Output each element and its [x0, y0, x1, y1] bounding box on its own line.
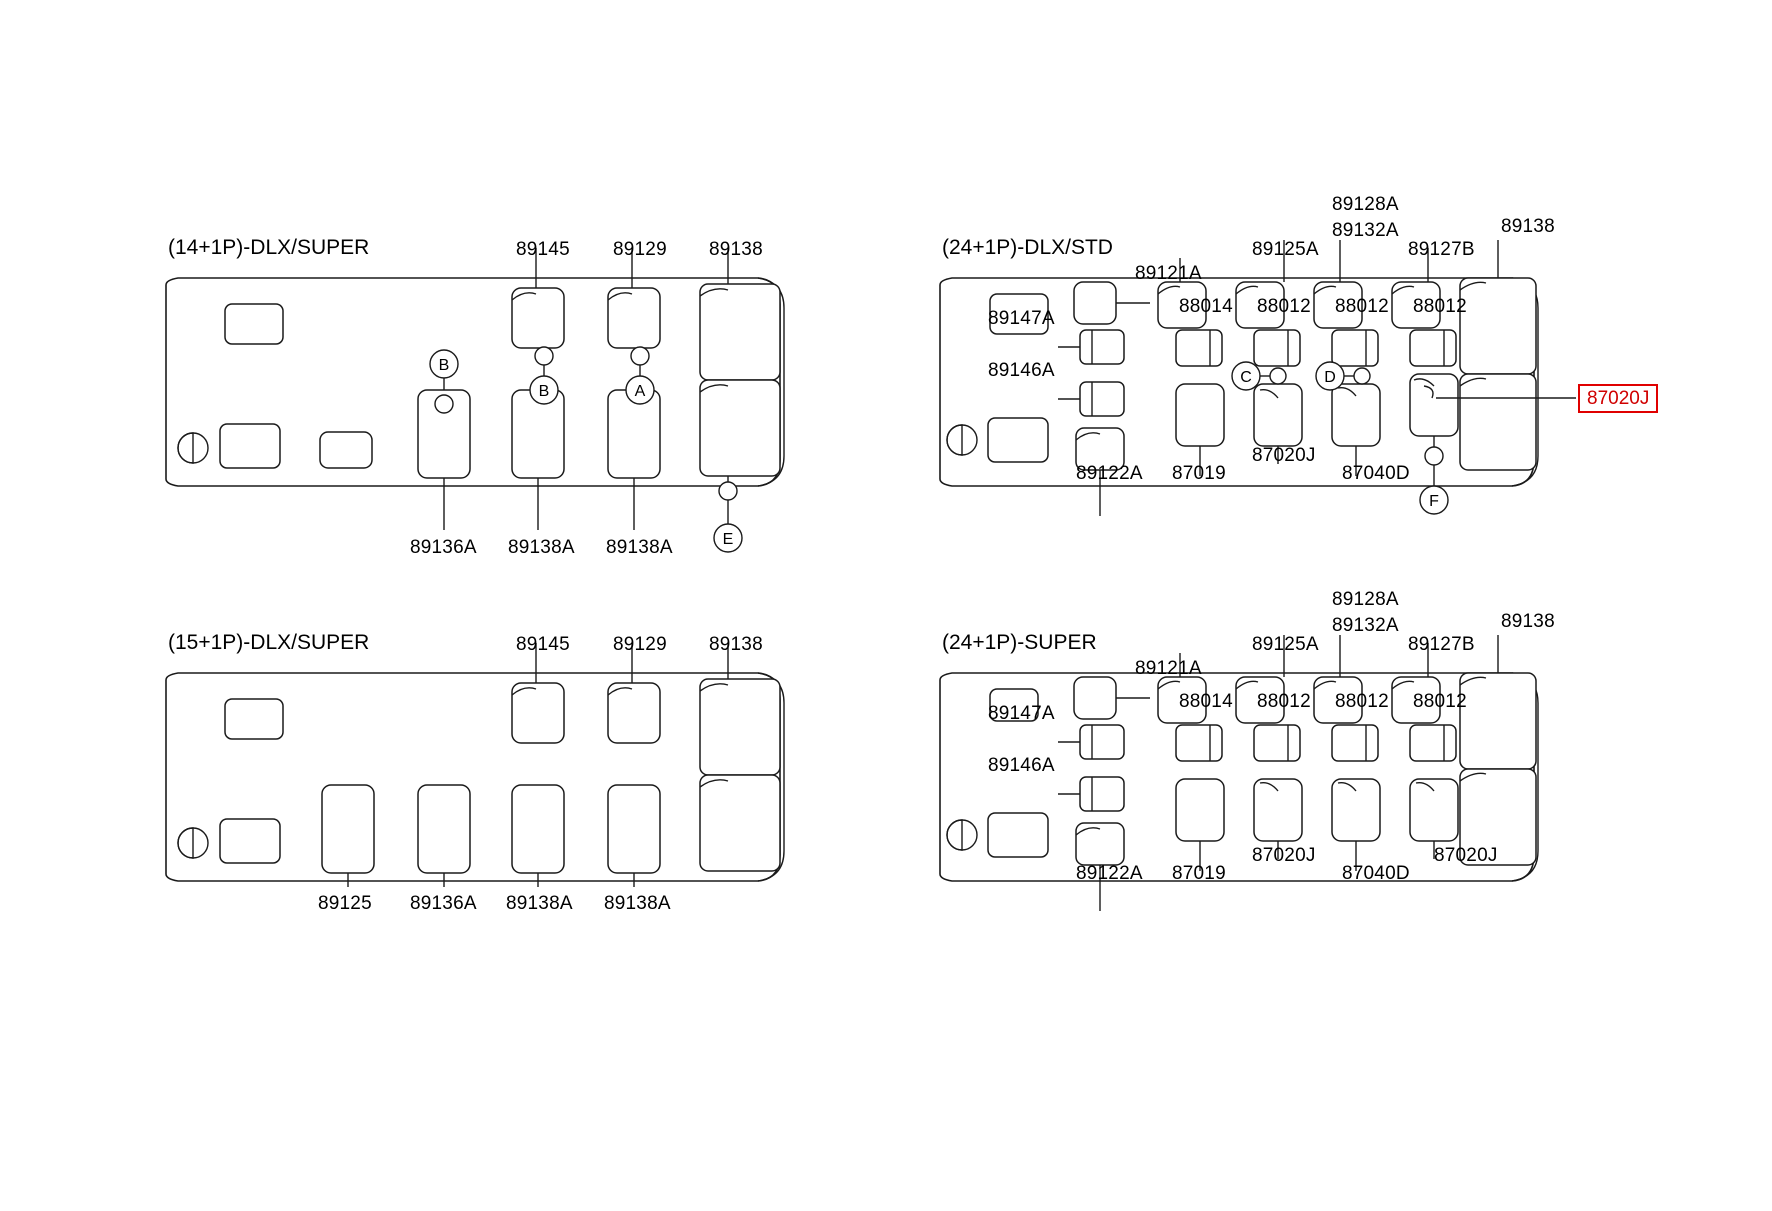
- diagram-24-1p-dlx-std-drawing: [880, 0, 1772, 580]
- label-89127B-2: 89127B: [1408, 634, 1475, 655]
- label-89132A-2: 89132A: [1332, 615, 1399, 636]
- label-89127B: 89127B: [1408, 239, 1475, 260]
- label-87020J-3: 87020J: [1434, 845, 1498, 866]
- label-89138A-3: 89138A: [506, 893, 573, 914]
- label-87040D-2: 87040D: [1342, 863, 1410, 884]
- diagram-14-1p: [0, 0, 860, 580]
- svg-text:A: A: [634, 383, 646, 400]
- highlight-87020J: 87020J: [1578, 384, 1658, 413]
- label-89122A: 89122A: [1076, 463, 1143, 484]
- svg-text:E: E: [722, 531, 734, 548]
- diagram-24-1p-dlx-std-title: (24+1P)-DLX/STD: [942, 236, 1113, 259]
- label-88012-6: 88012: [1413, 691, 1467, 712]
- diagram-15-1p: [0, 580, 860, 1030]
- label-87020J: 87020J: [1252, 445, 1316, 466]
- label-87040D: 87040D: [1342, 463, 1410, 484]
- label-89145-2: 89145: [516, 634, 570, 655]
- label-89121A-2: 89121A: [1135, 658, 1202, 679]
- label-89136A-2: 89136A: [410, 893, 477, 914]
- label-89138: 89138: [1501, 216, 1555, 237]
- label-89146A-2: 89146A: [988, 755, 1055, 776]
- diagram-15-1p-title: (15+1P)-DLX/SUPER: [168, 631, 370, 654]
- svg-text:F: F: [1429, 493, 1439, 510]
- label-89138A-4: 89138A: [604, 893, 671, 914]
- diagram-24-1p-super: [880, 580, 1772, 1030]
- label-89138A-2: 89138A: [606, 537, 673, 558]
- svg-text:B: B: [538, 383, 550, 400]
- label-89136A: 89136A: [410, 537, 477, 558]
- label-89138-2: 89138: [709, 634, 763, 655]
- label-89125A-2: 89125A: [1252, 634, 1319, 655]
- label-88014: 88014: [1179, 296, 1233, 317]
- label-89125-2: 89125: [318, 893, 372, 914]
- label-89138-3: 89138: [1501, 611, 1555, 632]
- label-88012-3: 88012: [1413, 296, 1467, 317]
- label-88012-2: 88012: [1335, 296, 1389, 317]
- label-87019: 87019: [1172, 463, 1226, 484]
- label-89147A: 89147A: [988, 308, 1055, 329]
- label-87020J-2: 87020J: [1252, 845, 1316, 866]
- label-88012-4: 88012: [1257, 691, 1311, 712]
- svg-text:D: D: [1324, 369, 1336, 386]
- svg-text:B: B: [438, 357, 450, 374]
- label-89132A: 89132A: [1332, 220, 1399, 241]
- label-89145: 89145: [516, 239, 570, 260]
- label-89146A: 89146A: [988, 360, 1055, 381]
- diagram-24-1p-dlx-std: [880, 0, 1772, 580]
- label-89128A: 89128A: [1332, 194, 1399, 215]
- label-88012-5: 88012: [1335, 691, 1389, 712]
- label-89121A: 89121A: [1135, 263, 1202, 284]
- label-89129-2: 89129: [613, 634, 667, 655]
- label-89122A-2: 89122A: [1076, 863, 1143, 884]
- svg-text:C: C: [1240, 369, 1252, 386]
- diagram-14-1p-drawing: [0, 0, 860, 580]
- diagram-24-1p-super-title: (24+1P)-SUPER: [942, 631, 1097, 654]
- label-89129: 89129: [613, 239, 667, 260]
- diagram-14-1p-title: (14+1P)-DLX/SUPER: [168, 236, 370, 259]
- label-89147A-2: 89147A: [988, 703, 1055, 724]
- label-87019-2: 87019: [1172, 863, 1226, 884]
- label-89138A-1: 89138A: [508, 537, 575, 558]
- label-89125A: 89125A: [1252, 239, 1319, 260]
- label-89128A-2: 89128A: [1332, 589, 1399, 610]
- label-88014-2: 88014: [1179, 691, 1233, 712]
- label-89138: 89138: [709, 239, 763, 260]
- label-88012-1: 88012: [1257, 296, 1311, 317]
